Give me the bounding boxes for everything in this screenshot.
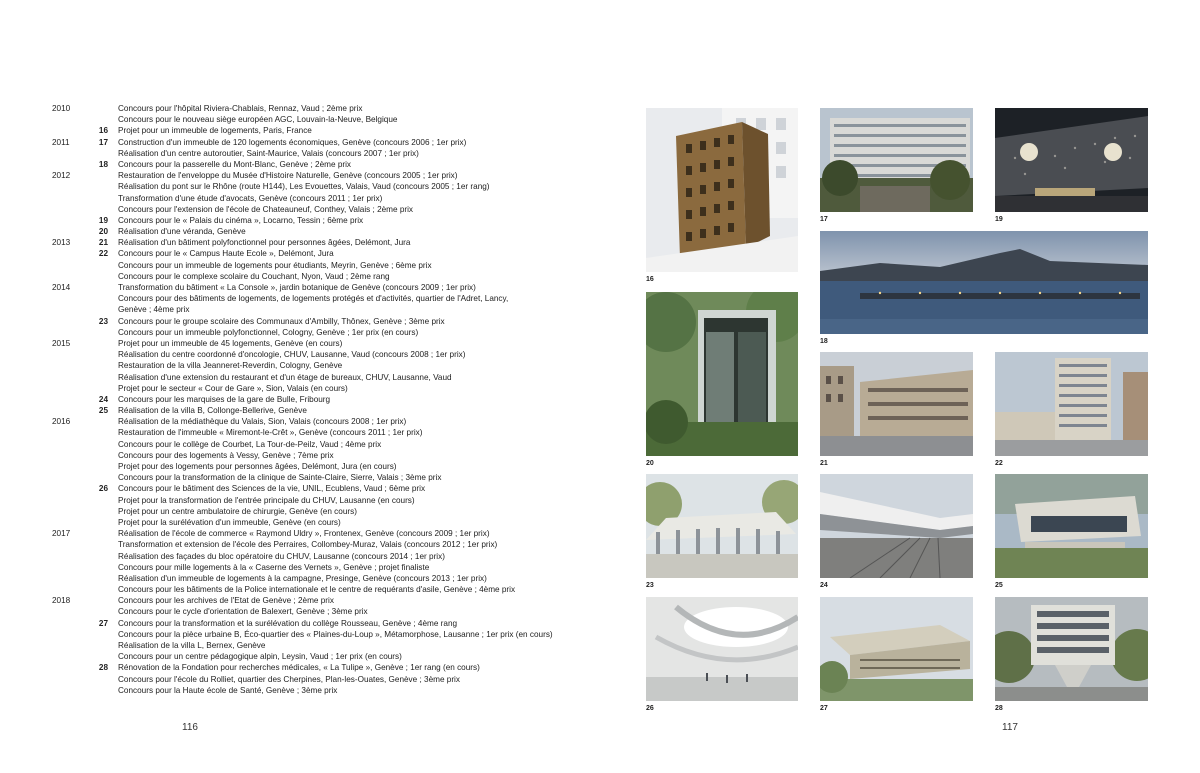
list-item: [52, 293, 592, 304]
entry-text: Rénovation de la Fondation pour recherches médicales, « La Tulipe », Genève ; 1er rang (en cours): [118, 663, 480, 673]
entry-figure-ref: 20: [98, 227, 108, 237]
entry-text: Réalisation d'un centre autoroutier, Saint-Maurice, Valais (concours 2007 ; 1er prix): [118, 148, 419, 158]
entry-text: Projet pour un immeuble de logements, Paris, France: [118, 126, 312, 136]
photo-19: [995, 108, 1148, 212]
list-item: [52, 640, 592, 651]
entry-text: Concours pour un immeuble polyfonctionnel, Cologny, Genève ; 1er prix (en cours): [118, 327, 419, 337]
list-item: [52, 170, 592, 181]
entry-figure-ref: 16: [98, 126, 108, 136]
photo-24: [820, 474, 973, 578]
entry-figure-ref: 28: [98, 663, 108, 673]
list-item: [52, 551, 592, 562]
caption-20: 20: [646, 460, 654, 467]
caption-16: 16: [646, 276, 654, 283]
entry-text: Transformation d'une étude d'avocats, Genève (concours 2011 ; 1er prix): [118, 193, 383, 203]
entry-text: Projet pour la surélévation d'un immeuble, Genève (en cours): [118, 517, 341, 527]
list-item: [52, 495, 592, 506]
caption-27: 27: [820, 705, 828, 712]
entry-text: Concours pour l'extension de l'école de Chateauneuf, Conthey, Valais ; 2ème prix: [118, 204, 414, 214]
caption-24: 24: [820, 582, 828, 589]
entry-text: Concours pour le cycle d'orientation de Balexert, Genève ; 3ème prix: [118, 607, 368, 617]
caption-23: 23: [646, 582, 654, 589]
list-item: [52, 450, 592, 461]
caption-19: 19: [995, 216, 1003, 223]
list-item: [52, 517, 592, 528]
photo-27: [820, 597, 973, 701]
entry-text: Concours pour le collège de Courbet, La Tour-de-Peilz, Vaud ; 4ème prix: [118, 439, 382, 449]
list-item: [52, 181, 592, 192]
entry-text: Concours pour des logements à Vessy, Genève ; 7ème prix: [118, 450, 334, 460]
list-item: [52, 539, 592, 550]
caption-18: 18: [820, 338, 828, 345]
entry-year: 2016: [52, 417, 71, 427]
entry-text: Réalisation d'un immeuble de logements à la campagne, Presinge, Genève (concours 2013 ; 1er prix): [118, 573, 487, 583]
list-item: [52, 573, 592, 584]
entry-text: Concours pour le « Campus Haute Ecole », Delémont, Jura: [118, 249, 334, 259]
entry-figure-ref: 23: [98, 316, 108, 326]
list-item: [52, 584, 592, 595]
entry-text: Réalisation de la villa B, Collonge-Bellerive, Genève: [118, 406, 307, 416]
entry-text: Réalisation du pont sur le Rhône (route H144), Les Evouettes, Valais, Vaud (concours 2005 ; 1er rang): [118, 182, 490, 192]
list-item: [52, 159, 592, 170]
list-item: [52, 137, 592, 148]
entry-text: Réalisation de l'école de commerce « Raymond Uldry », Frontenex, Genève (concours 2009 ; 1er prix): [118, 529, 490, 539]
list-item: [52, 483, 592, 494]
photo-21: [820, 352, 973, 456]
list-item: [52, 439, 592, 450]
list-item: [52, 248, 592, 259]
list-item: [52, 606, 592, 617]
list-item: [52, 662, 592, 673]
list-item: [52, 629, 592, 640]
entry-year: 2010: [52, 104, 71, 113]
entry-text: Concours pour l'école du Rolliet, quartier des Cherpines, Plan-les-Ouates, Genève ; 3ème prix: [118, 674, 460, 684]
list-item: [52, 226, 592, 237]
entry-text: Réalisation d'un bâtiment polyfonctionnel pour personnes âgées, Delémont, Jura: [118, 238, 411, 248]
entry-year: 2017: [52, 529, 71, 539]
entry-figure-ref: 25: [98, 406, 108, 416]
entry-text: Concours pour la pièce urbaine B, Éco-quartier des « Plaines-du-Loup », Métamorphose, Lausanne ; 1er prix (en cours): [118, 629, 553, 639]
list-item: [52, 674, 592, 685]
entry-figure-ref: 22: [98, 249, 108, 259]
photo-26: [646, 597, 798, 701]
list-item: [52, 394, 592, 405]
works-list: [52, 103, 592, 696]
photo-28: [995, 597, 1148, 701]
right-page: [600, 0, 1200, 773]
entry-text: Concours pour un centre pédagogique alpin, Leysin, Vaud ; 1er prix (en cours): [118, 652, 402, 662]
entry-text: Concours pour l'hôpital Riviera-Chablais, Rennaz, Vaud ; 2ème prix: [118, 104, 363, 113]
entry-text: Restauration de l'immeuble « Miremont-le-Crêt », Genève (concours 2011 ; 1er prix): [118, 428, 423, 438]
entry-year: 2018: [52, 596, 71, 606]
list-item: [52, 114, 592, 125]
entry-text: Réalisation du centre coordonné d'oncologie, CHUV, Lausanne, Vaud (concours 2008 ; 1er prix): [118, 350, 466, 360]
entry-text: Concours pour un immeuble de logements pour étudiants, Meyrin, Genève ; 6ème prix: [118, 260, 432, 270]
entry-text: Construction d'un immeuble de 120 logements économiques, Genève (concours 2006 ; 1er prix): [118, 137, 467, 147]
entry-text: Concours pour les marquises de la gare de Bulle, Fribourg: [118, 394, 331, 404]
entry-text: Réalisation des façades du bloc opératoire du CHUV, Lausanne (concours 2014 ; 1er prix): [118, 551, 445, 561]
entry-text: Concours pour la transformation et la surélévation du collège Rousseau, Genève ; 4ème rang: [118, 618, 458, 628]
entry-year: 2015: [52, 338, 71, 348]
entry-text: Projet pour un immeuble de 45 logements, Genève (en cours): [118, 338, 343, 348]
list-item: [52, 383, 592, 394]
list-item: [52, 260, 592, 271]
caption-17: 17: [820, 216, 828, 223]
list-item: [52, 595, 592, 606]
caption-21: 21: [820, 460, 828, 467]
caption-26: 26: [646, 705, 654, 712]
caption-22: 22: [995, 460, 1003, 467]
entry-figure-ref: 26: [98, 484, 108, 494]
list-item: [52, 282, 592, 293]
list-item: [52, 685, 592, 696]
list-item: [52, 148, 592, 159]
entry-year: 2011: [52, 137, 70, 147]
entry-text: Réalisation d'une véranda, Genève: [118, 227, 246, 237]
list-item: [52, 125, 592, 136]
entry-figure-ref: 27: [98, 618, 108, 628]
entry-text: Concours pour les bâtiments de la Police internationale et le centre de requérants d'asile, Genève ; 4ème prix: [118, 585, 516, 595]
page-number-left: 116: [182, 722, 198, 733]
entry-text: Concours pour des bâtiments de logements, de logements protégés et d'activités, quartier de l'Adret, Lancy,: [118, 294, 509, 304]
entry-figure-ref: 21: [98, 238, 108, 248]
list-item: [52, 103, 592, 114]
list-item: [52, 651, 592, 662]
list-item: [52, 416, 592, 427]
entry-text: Projet pour le secteur « Cour de Gare », Sion, Valais (en cours): [118, 383, 348, 393]
entry-text: Projet pour un centre ambulatoire de chirurgie, Genève (en cours): [118, 506, 357, 516]
photo-16: [646, 108, 798, 272]
list-item: [52, 618, 592, 629]
list-item: [52, 461, 592, 472]
entry-year: 2012: [52, 171, 71, 181]
entry-year: 2014: [52, 283, 71, 292]
entry-text: Concours pour la passerelle du Mont-Blanc, Genève ; 2ème prix: [118, 159, 352, 169]
list-item: [52, 304, 592, 315]
photo-25: [995, 474, 1148, 578]
list-item: [52, 193, 592, 204]
caption-25: 25: [995, 582, 1003, 589]
entry-text: Restauration de l'enveloppe du Musée d'Histoire Naturelle, Genève (concours 2005 ; 1er prix): [118, 171, 458, 181]
entry-text: Projet pour la transformation de l'entrée principale du CHUV, Lausanne (en cours): [118, 495, 415, 505]
photo-20: [646, 292, 798, 456]
list-item: [52, 204, 592, 215]
entry-text: Concours pour la Haute école de Santé, Genève ; 3ème prix: [118, 685, 338, 695]
entry-figure-ref: 18: [98, 159, 108, 169]
entry-text: Concours pour la transformation de la clinique de Sainte-Claire, Sierre, Valais ; 3ème prix: [118, 473, 442, 483]
entry-text: Concours pour le groupe scolaire des Communaux d'Ambilly, Thônex, Genève ; 3ème prix: [118, 316, 445, 326]
photo-18: [820, 231, 1148, 334]
list-item: [52, 327, 592, 338]
entry-text: Réalisation de la médiathèque du Valais, Sion, Valais (concours 2008 ; 1er prix): [118, 417, 407, 427]
list-item: [52, 271, 592, 282]
list-item: [52, 506, 592, 517]
entry-text: Concours pour le bâtiment des Sciences de la vie, UNIL, Ecublens, Vaud ; 6ème prix: [118, 484, 426, 494]
entry-text: Transformation et extension de l'école des Perraires, Collombey-Muraz, Valais (concours 2012 ; 1er prix): [118, 540, 498, 550]
list-item: [52, 316, 592, 327]
list-item: [52, 338, 592, 349]
entry-figure-ref: 24: [98, 394, 108, 404]
list-item: [52, 237, 592, 248]
entry-year: 2013: [52, 238, 71, 248]
list-item: [52, 528, 592, 539]
entry-figure-ref: 19: [98, 215, 108, 225]
entry-text: Transformation du bâtiment « La Console », jardin botanique de Genève (concours 2009 ; 1er prix): [118, 283, 476, 292]
photo-17: [820, 108, 973, 212]
entry-text: Concours pour le complexe scolaire du Couchant, Nyon, Vaud ; 2ème rang: [118, 271, 390, 281]
photo-22: [995, 352, 1148, 456]
entry-text: Concours pour les archives de l'Etat de Genève ; 2ème prix: [118, 596, 334, 606]
page-number-right: 117: [1002, 722, 1018, 733]
entry-text: Réalisation d'une extension du restaurant et d'un étage de bureaux, CHUV, Lausanne, Vaud: [118, 372, 452, 382]
entry-text: Restauration de la villa Jeanneret-Reverdin, Cologny, Genève: [118, 361, 343, 371]
list-item: [52, 562, 592, 573]
entry-text: Concours pour le « Palais du cinéma », Locarno, Tessin ; 6ème prix: [118, 215, 364, 225]
entry-text: Concours pour le nouveau siège européen AGC, Louvain-la-Neuve, Belgique: [118, 115, 398, 125]
list-item: [52, 215, 592, 226]
photo-23: [646, 474, 798, 578]
list-item: [52, 360, 592, 371]
entry-text: Réalisation de la villa L, Bernex, Genève: [118, 641, 266, 650]
caption-28: 28: [995, 705, 1003, 712]
list-item: [52, 427, 592, 438]
entry-text: Projet pour des logements pour personnes âgées, Delémont, Jura (en cours): [118, 462, 397, 471]
entry-figure-ref: 17: [98, 137, 108, 147]
list-item: [52, 349, 592, 360]
entry-text: Genève ; 4ème prix: [118, 305, 190, 315]
list-item: [52, 372, 592, 383]
list-item: [52, 405, 592, 416]
list-item: [52, 472, 592, 483]
entry-text: Concours pour mille logements à la « Caserne des Vernets », Genève ; projet finaliste: [118, 562, 430, 572]
